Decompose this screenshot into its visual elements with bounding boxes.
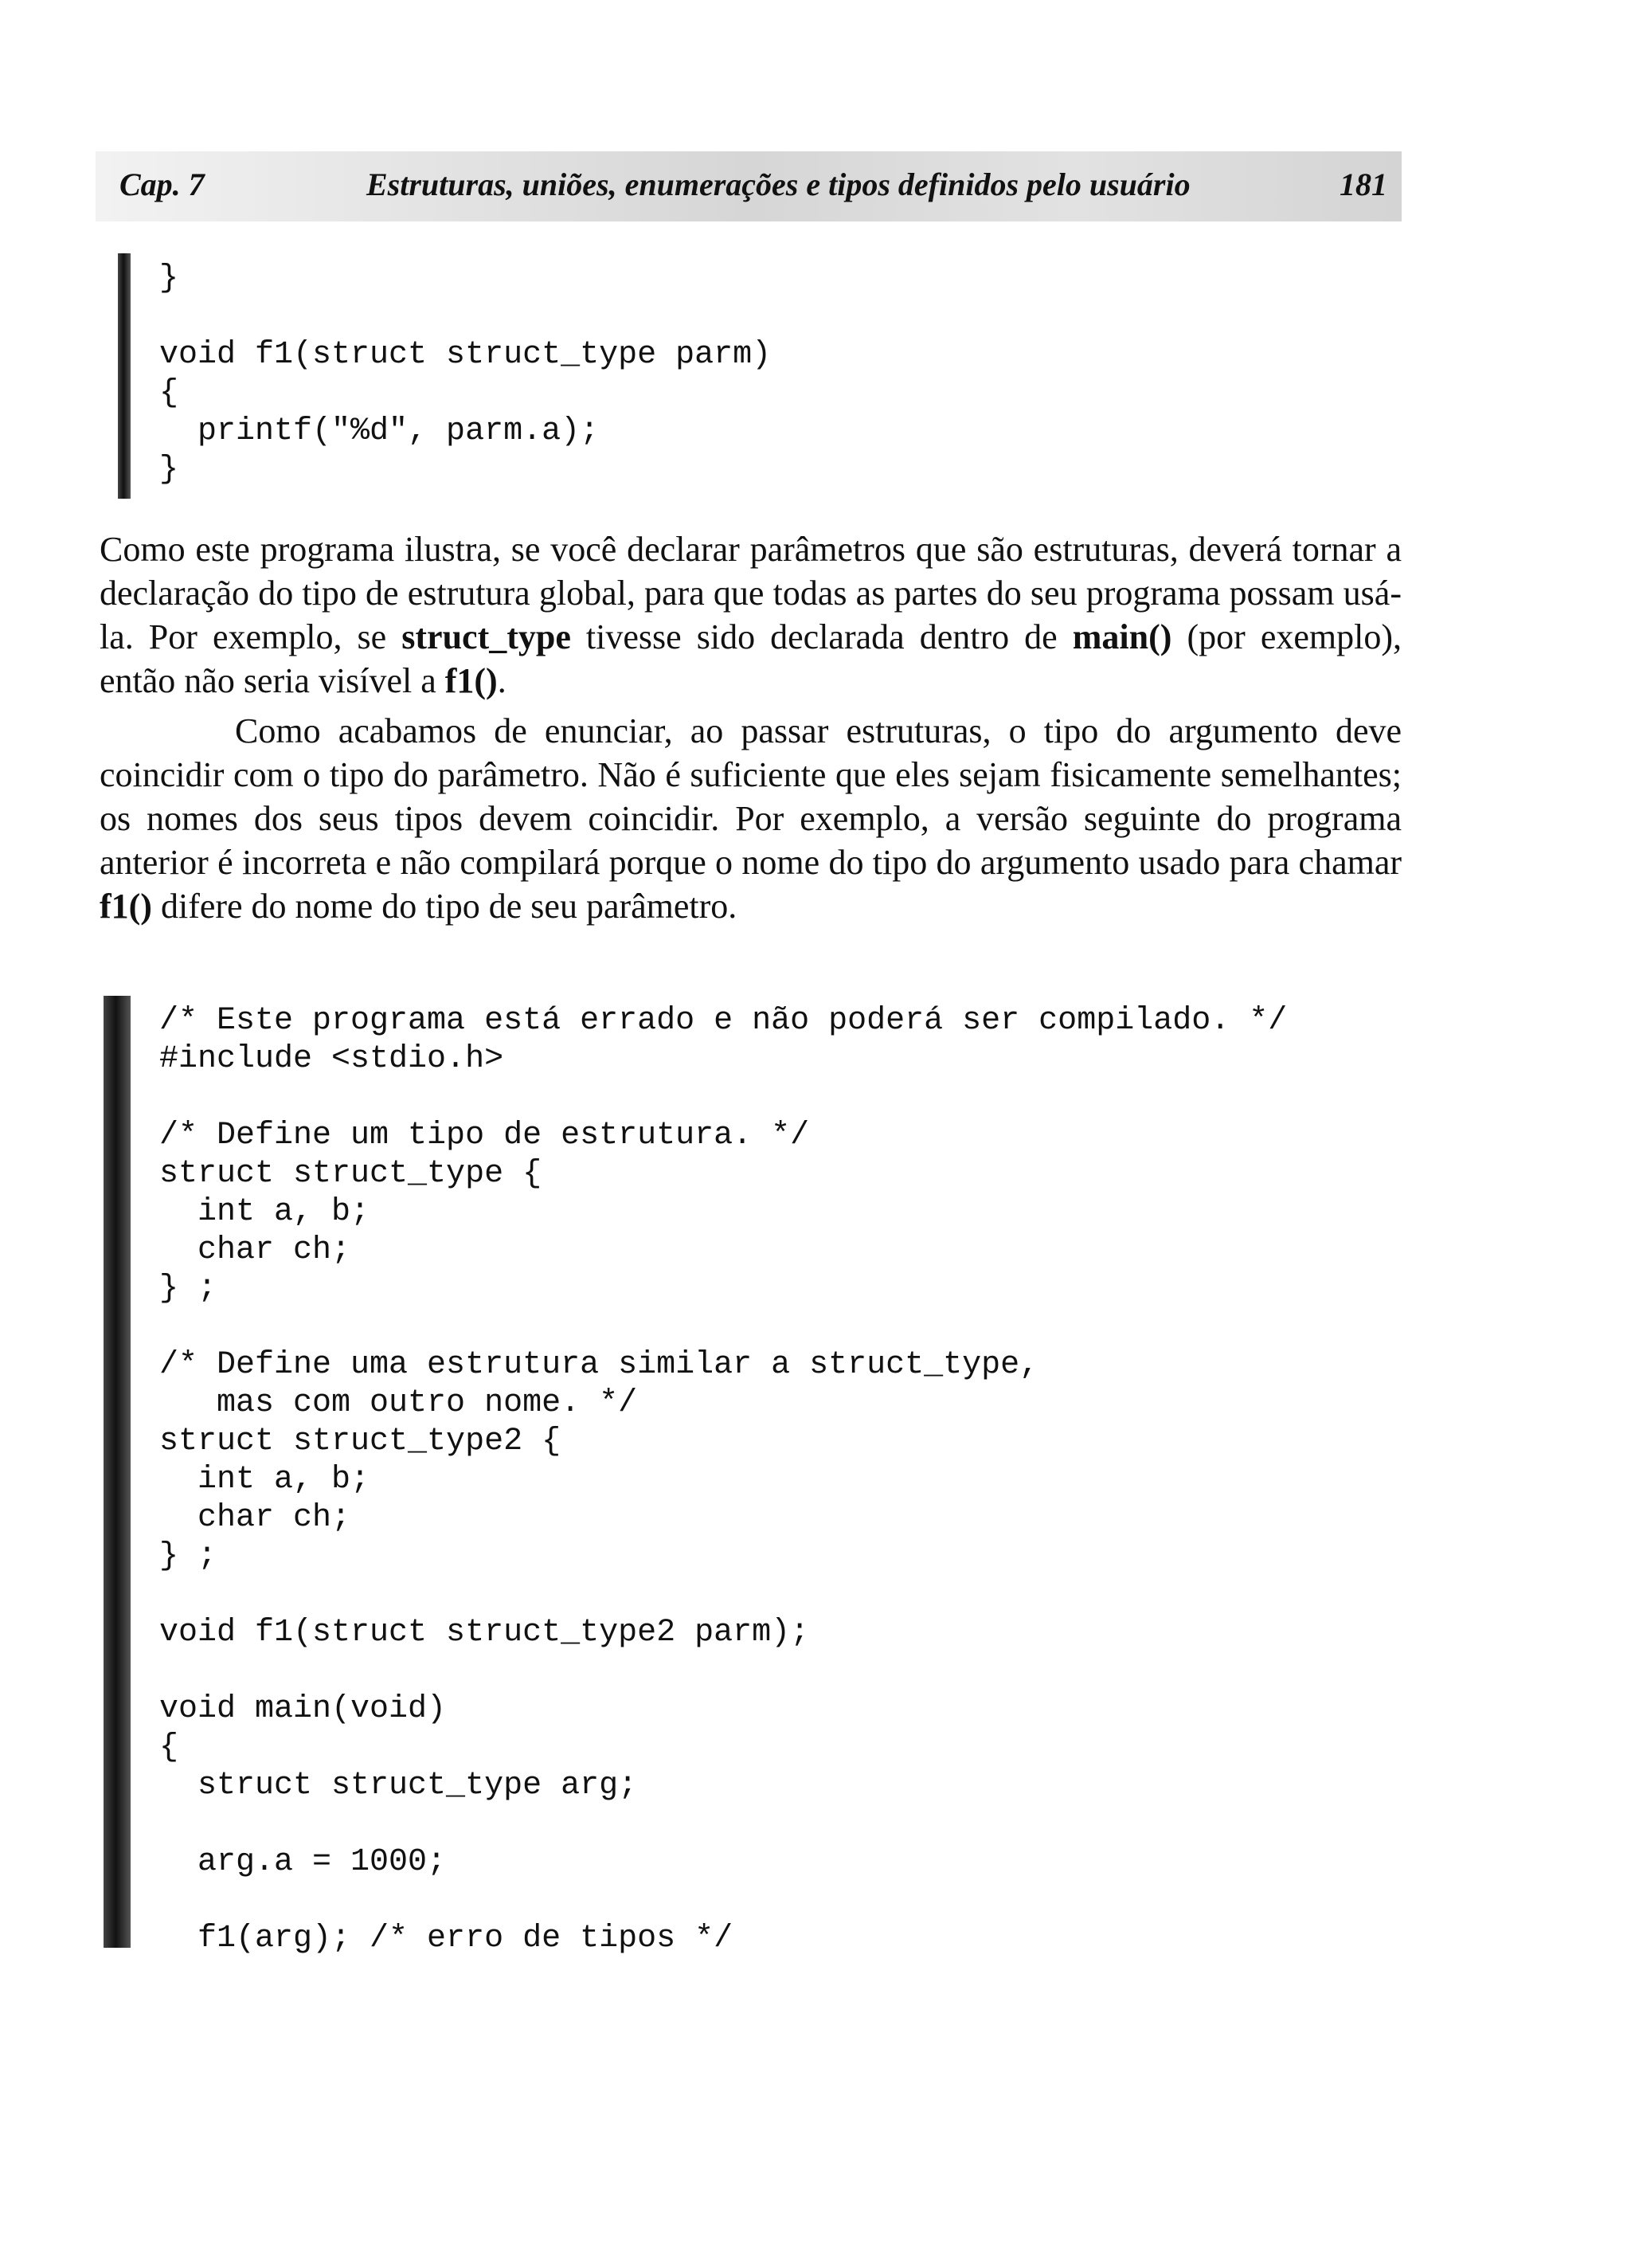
code-line: } ;: [159, 1271, 217, 1306]
code-line: printf("%d", parm.a);: [159, 413, 600, 449]
code-line: struct struct_type2 {: [159, 1424, 561, 1459]
code-block-1: [159, 260, 771, 489]
code-line: struct struct_type {: [159, 1156, 542, 1192]
code-bar-1: [118, 253, 131, 499]
code-line: arg.a = 1000;: [159, 1844, 447, 1880]
code-line: [159, 1576, 1287, 1614]
code-line: [159, 298, 771, 336]
code-line: /* Define um tipo de estrutura. */: [159, 1118, 810, 1154]
code-line: #include <stdio.h>: [159, 1041, 504, 1077]
code-line: /* Define uma estrutura similar a struct_type,: [159, 1347, 1039, 1383]
bold-term: struct_type: [401, 617, 571, 656]
code-bar-2: [104, 996, 131, 1948]
code-line: char ch;: [159, 1232, 351, 1268]
bold-term: main(): [1072, 617, 1172, 656]
paragraph-1: [100, 527, 1402, 703]
paragraph-2: [100, 709, 1402, 928]
code-line: void f1(struct struct_type parm): [159, 337, 772, 373]
chapter-label: Cap. 7: [119, 166, 205, 202]
code-line: [159, 1079, 1287, 1117]
text-run: Como este programa ilustra, se você declarar parâmetros que são estruturas, deverá tornar a declaração do tipo de estrutura global, para que todas as partes do seu programa possam usá-la. Por exemplo, se: [100, 530, 1402, 656]
code-line: [159, 1805, 1287, 1843]
text-run: (por exemplo), então não seria visível a: [100, 617, 1402, 700]
code-line: struct struct_type arg;: [159, 1768, 638, 1804]
text-run: Como acabamos de enunciar, ao passar estruturas, o tipo do argumento deve coincidir com o tipo do parâmetro. Não é suficiente que eles sejam fisicamente semelhantes; os nomes dos seus tipos devem coincidir. Por exemplo, a versão seguinte do programa anterior é incorreta e não compilará porque o nome do tipo do argumento usado para chamar: [100, 711, 1402, 882]
code-block-2: [159, 1002, 1287, 1958]
code-line: [159, 1652, 1287, 1690]
bold-term: f1(): [444, 661, 498, 700]
code-line: mas com outro nome. */: [159, 1385, 638, 1421]
code-line: int a, b;: [159, 1194, 370, 1230]
code-line: } ;: [159, 1538, 217, 1574]
code-line: int a, b;: [159, 1462, 370, 1498]
code-line: [159, 1308, 1287, 1346]
text-run: difere do nome do tipo de seu parâmetro.: [151, 887, 737, 926]
running-header: [96, 151, 1402, 221]
text-run: tivesse sido declarada dentro de: [570, 617, 1073, 656]
code-line: {: [159, 375, 179, 411]
code-line: void f1(struct struct_type2 parm);: [159, 1615, 810, 1651]
code-line: /* Este programa está errado e não poderá ser compilado. */: [159, 1003, 1288, 1039]
code-line: f1(arg); /* erro de tipos */: [159, 1921, 733, 1957]
bold-term: f1(): [100, 887, 152, 926]
chapter-title: Estruturas, uniões, enumerações e tipos definidos pelo usuário: [366, 166, 1191, 202]
code-line: }: [159, 260, 179, 296]
text-run: .: [497, 661, 507, 700]
code-line: {: [159, 1729, 179, 1765]
code-line: char ch;: [159, 1500, 351, 1536]
code-line: }: [159, 452, 179, 488]
page-number: 181: [1340, 166, 1387, 202]
code-line: void main(void): [159, 1691, 447, 1727]
code-line: [159, 1882, 1287, 1920]
